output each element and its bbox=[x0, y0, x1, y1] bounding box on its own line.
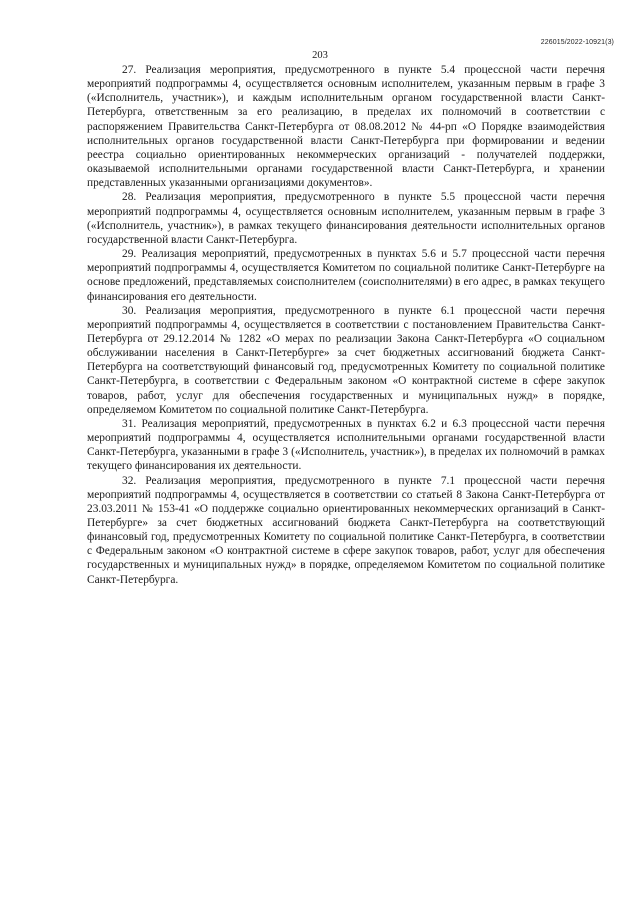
paragraph-31: 31. Реализация мероприятий, предусмотренных в пунктах 6.2 и 6.3 процессной части перечня мероприятий подпрограммы 4, осуществляется исполнительными органами государственной власти Санкт-Петербурга, указанными в графе 3 («Исполнитель, участник»), в пределах их полномочий в рамках текущего финансирования их деятельности. bbox=[87, 417, 605, 473]
paragraph-29: 29. Реализация мероприятий, предусмотренных в пунктах 5.6 и 5.7 процессной части перечня мероприятий подпрограммы 4, осуществляется Комитетом по социальной политике Санкт-Петербурге на основе предложений, представляемых соисполнителем (соисполнителями) в его адрес, в рамках текущего финансирования его деятельности. bbox=[87, 248, 605, 303]
paragraph-32: 32. Реализация мероприятия, предусмотренного в пункте 7.1 процессной части перечня мероприятий подпрограммы 4, осуществляется в соответствии со статьей 8 Закона Санкт-Петербурга от 23.03.2011 № 153-41 «О поддержке социально ориентированных некоммерческих организаций в Санкт-Петербурге» за счет бюджетных ассигнований бюджета Санкт-Петербурга на соответствующий финансовый год, предусмотренных Комитету по социальной политике Санкт-Петербурга, в соответствии с Федеральным законом «О контрактной системе в сфере закупок товаров, работ, услуг для обеспечения государственных и муниципальных нужд» в порядке, определяемом Комитетом по социальной политике Санкт-Петербурга. bbox=[87, 474, 605, 586]
document-id: 226015/2022-10921(3) bbox=[540, 39, 614, 46]
paragraph-30: 30. Реализация мероприятия, предусмотренного в пункте 6.1 процессной части перечня мероприятий подпрограммы 4, осуществляется в соответствии с постановлением Правительства Санкт-Петербурга от 29.12.2014 № 1282 «О мерах по реализации Закона Санкт-Петербурга «О социальном обслуживании населения в Санкт-Петербурге» за счет бюджетных ассигнований бюджета Санкт-Петербурга на соответствующий финансовый год, предусмотренных Комитету по социальной политике Санкт-Петербурга, в соответствии с Федеральным законом «О контрактной системе в сфере закупок товаров, работ, услуг для обеспечения государственных и муниципальных нужд» в порядке, определяемом Комитетом по социальной политике Санкт-Петербурга. bbox=[87, 304, 605, 416]
paragraph-27: 27. Реализация мероприятия, предусмотренного в пункте 5.4 процессной части перечня мероприятий подпрограммы 4, осуществляется основным исполнителем, указанным первым в графе 3 («Исполнитель, участник»), и каждым исполнительным органом государственной власти Санкт-Петербурга, ответственным за его реализацию, в пределах их полномочий в соответствии с распоряжением Правительства Санкт-Петербурга от 08.08.2012 № 44-рп «О Порядке взаимодействия исполнительных органов государственной власти Санкт-Петербурга при формировании и ведении реестра социально ориентированных некоммерческих организаций - получателей поддержки, оказываемой исполнительными органами государственной власти Санкт-Петербурга, и хранении представленных указанными организациями документов». bbox=[87, 64, 605, 190]
page-number: 203 bbox=[312, 50, 328, 61]
document-body bbox=[87, 63, 605, 587]
paragraph-28: 28. Реализация мероприятия, предусмотренного в пункте 5.5 процессной части перечня мероприятий подпрограммы 4, осуществляется основным исполнителем, указанным первым в графе 3 («Исполнитель, участник»), в рамках текущего финансирования деятельности исполнительных органов государственной власти Санкт-Петербурга. bbox=[87, 191, 605, 246]
